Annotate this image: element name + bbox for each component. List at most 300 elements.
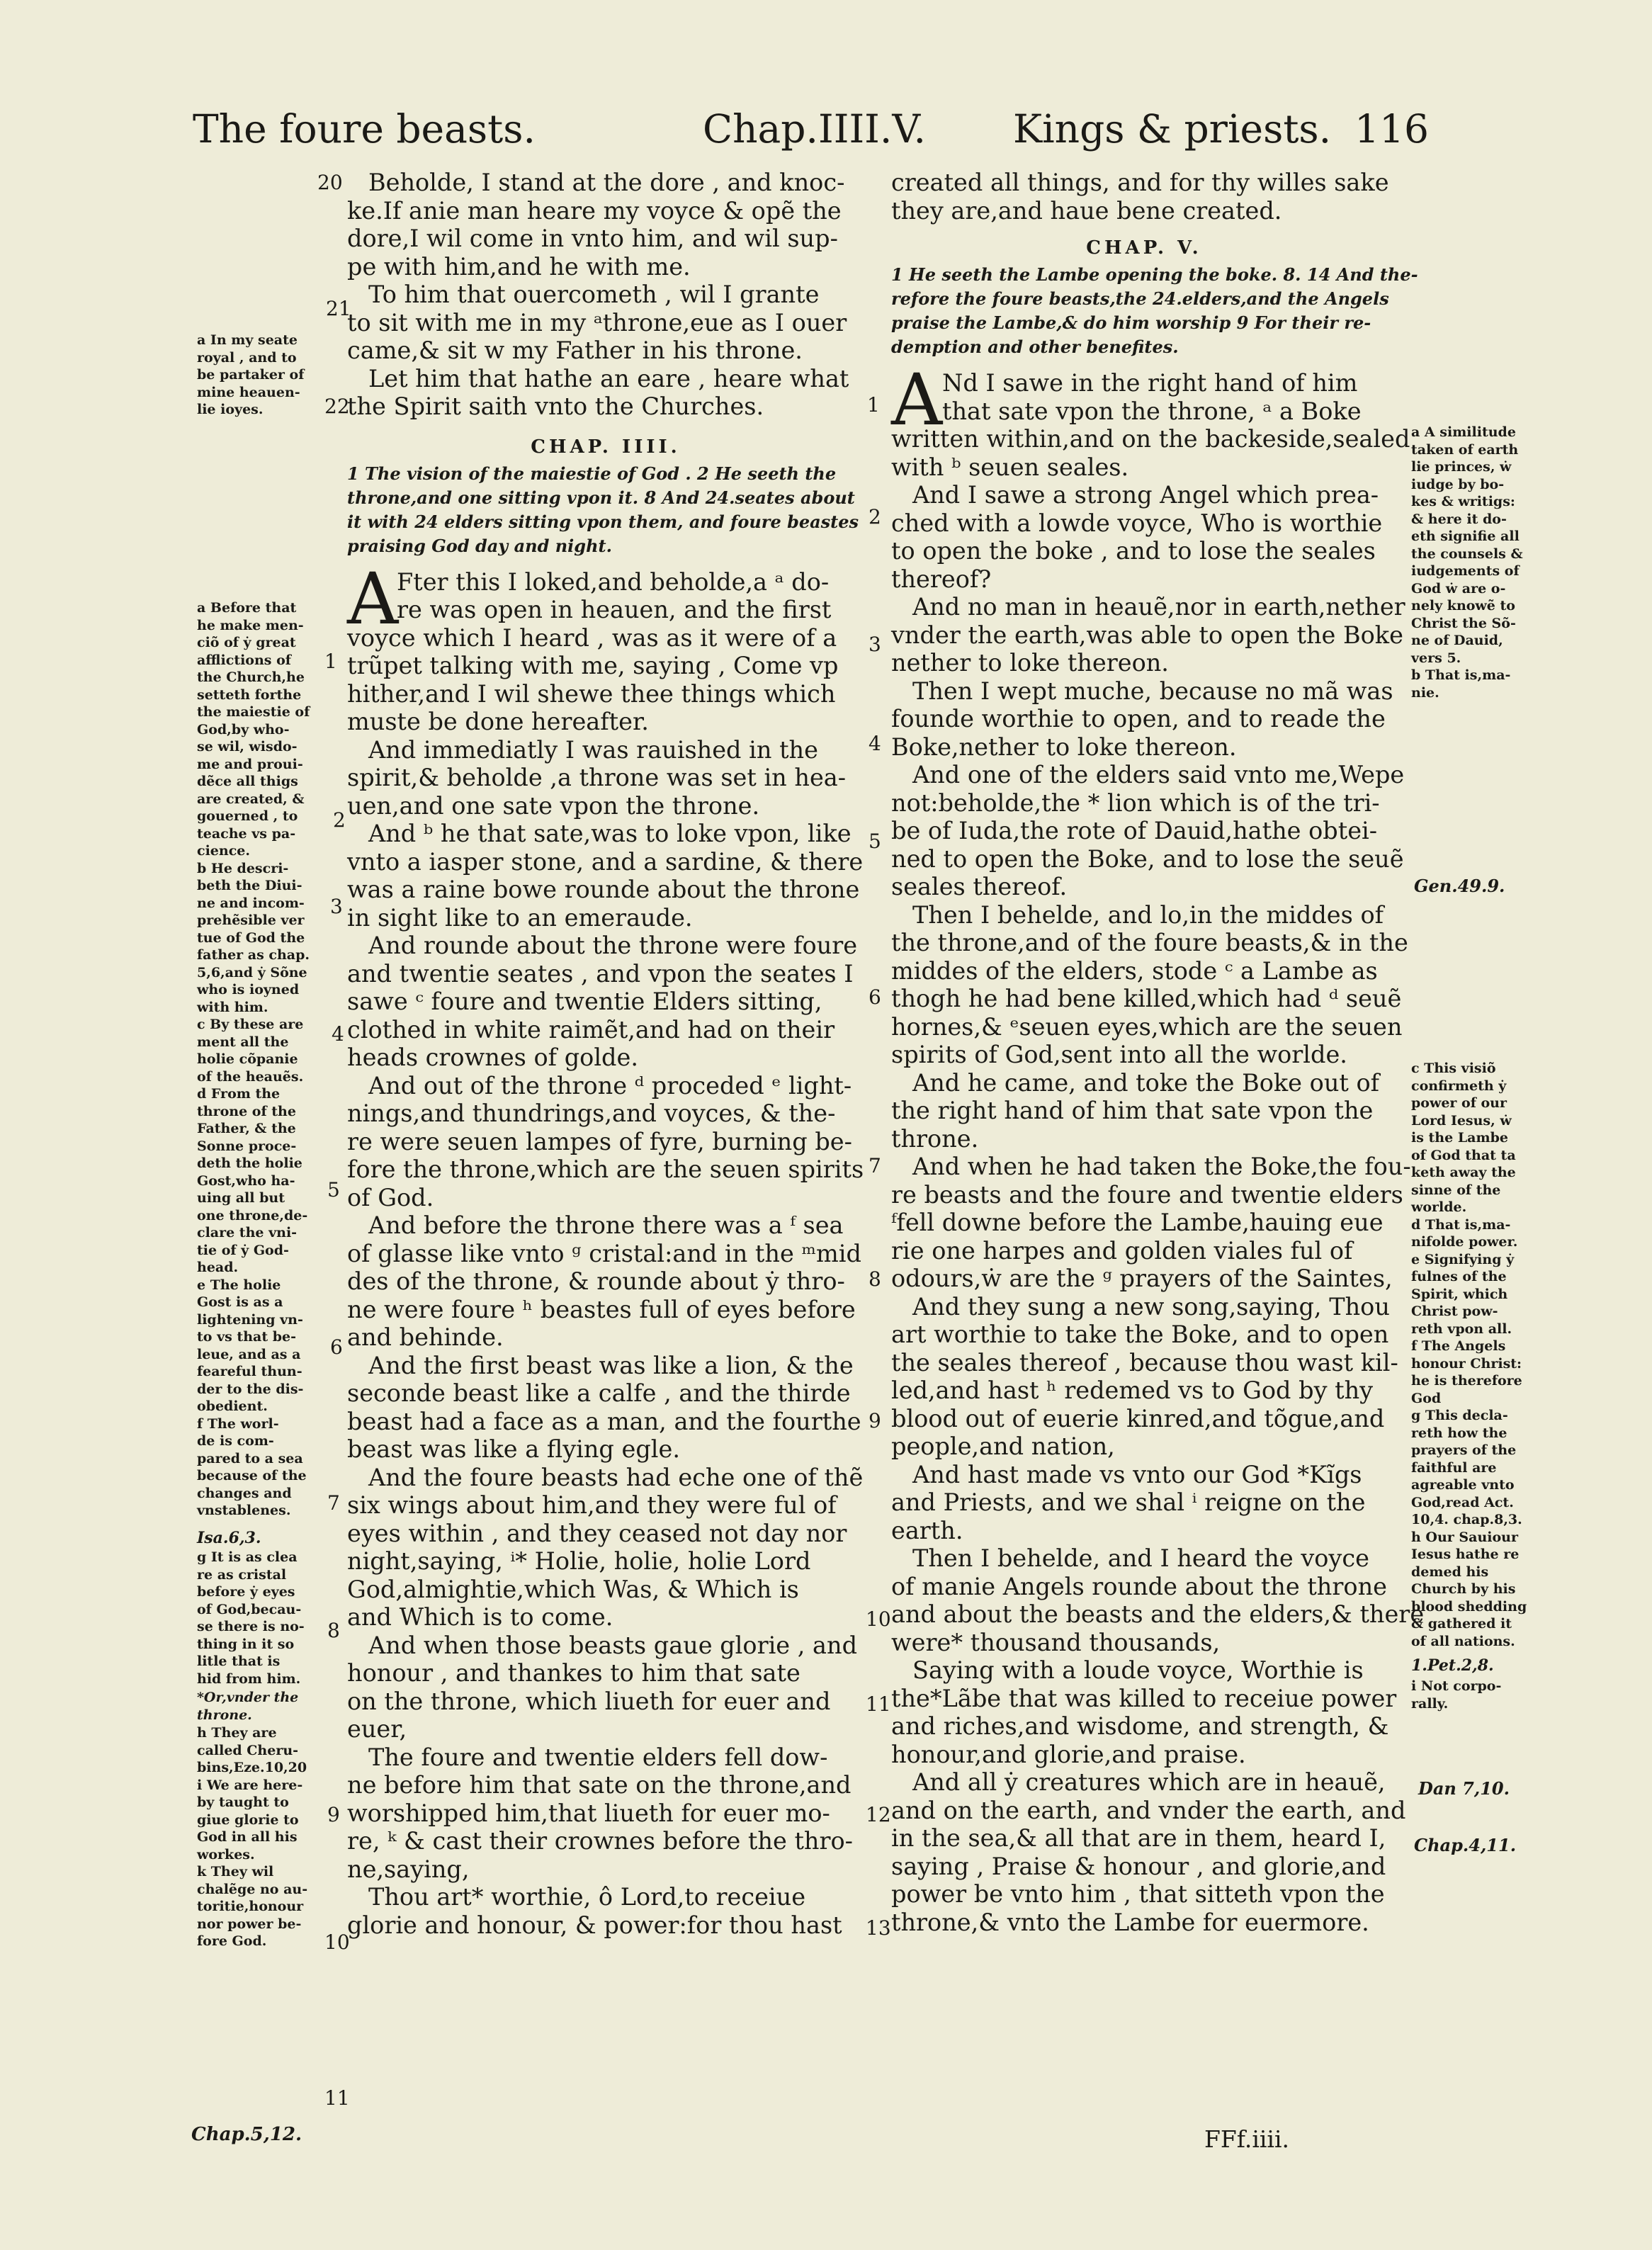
margin-line: h Our Sauiour <box>1411 1529 1518 1545</box>
margin-line: God,by who- <box>197 721 290 737</box>
text-line: hornes,& ᵉseuen eyes,which are the seuen <box>891 1012 1403 1041</box>
text-line: and riches,and wisdome, and strength, & <box>891 1712 1389 1740</box>
margin-line: of the heauẽs. <box>197 1068 304 1085</box>
margin-line: deth the holie <box>197 1155 302 1171</box>
margin-line: f The worl- <box>197 1415 279 1432</box>
text-line: of manie Angels rounde about the throne <box>891 1572 1387 1600</box>
text-line: of God. <box>347 1183 434 1211</box>
verse-number: 5 <box>327 1178 340 1202</box>
text-line: and behinde. <box>347 1323 504 1351</box>
margin-line: head. <box>197 1260 239 1275</box>
text-line: the seales thereof , because thou wast kil- <box>891 1348 1398 1376</box>
margin-line: Iesus hathe re <box>1411 1547 1520 1562</box>
text-line: ne were foure ʰ beastes full of eyes before <box>347 1295 856 1323</box>
text-line: throne. <box>891 1124 979 1153</box>
text-line: sawe ᶜ foure and twentie Elders sitting, <box>347 988 822 1015</box>
text-line: voyce which I heard , was as it were of a <box>347 623 837 652</box>
cross-reference: Chap.5,12. <box>191 2124 302 2145</box>
margin-line: lie ioyes. <box>197 402 264 417</box>
margin-line: litle that is <box>197 1653 281 1669</box>
margin-line: g It is as clea <box>197 1549 298 1565</box>
text-line: to sit with me in my ᵃthrone,eue as I ouer <box>347 308 847 337</box>
text-line: night,saying, ⁱ* Holie, holie, holie Lord <box>347 1547 811 1575</box>
chapter-heading: CHAP. IIII. <box>531 436 681 458</box>
text-line: six wings about him,and they were ful of <box>347 1491 837 1519</box>
verse-number: 10 <box>866 1607 891 1631</box>
text-line: that sate vpon the throne, ᵃ a Boke <box>942 397 1362 425</box>
margin-line: be partaker of <box>197 367 305 383</box>
margin-line: ne and incom- <box>197 895 305 911</box>
margin-line: father as chap. <box>197 947 310 963</box>
text-line: Boke,nether to loke thereon. <box>891 733 1237 761</box>
text-line: written within,and on the backeside,sealed <box>891 425 1410 453</box>
chapter-argument: demption and other benefites. <box>891 337 1179 357</box>
text-line: nings,and thundrings,and voyces, & the- <box>347 1099 836 1127</box>
margin-line: a A similitude <box>1411 424 1516 440</box>
text-line: And rounde about the throne were foure <box>368 932 858 959</box>
text-line: Fter this I loked,and beholde,a ᵃ do- <box>397 567 830 596</box>
text-line: in the sea,& all that are in them, heard I, <box>891 1824 1386 1852</box>
margin-line: vers 5. <box>1411 650 1461 666</box>
margin-line: God in all his <box>197 1829 298 1845</box>
verse-number: 9 <box>869 1409 881 1432</box>
margin-line: obedient. <box>197 1398 268 1414</box>
text-line: ne,saying, <box>347 1855 470 1883</box>
margin-line: se there is no- <box>197 1619 305 1634</box>
margin-line: by taught to <box>197 1794 289 1810</box>
text-line: the Spirit saith vnto the Churches. <box>347 392 764 420</box>
text-line: honour,and glorie,and praise. <box>891 1740 1246 1768</box>
margin-line: demed his <box>1411 1564 1489 1580</box>
text-line: art worthie to take the Boke, and to open <box>891 1321 1389 1348</box>
text-line: odours,ẇ are the ᵍ prayers of the Saintes, <box>891 1265 1393 1292</box>
margin-line: a Before that <box>197 600 297 616</box>
text-line: middes of the elders, stode ᶜ a Lambe as <box>891 956 1378 985</box>
text-line: power be vnto him , that sitteth vpon the <box>891 1880 1385 1908</box>
text-line: And hast made vs vnto our God *Kĩgs <box>912 1460 1362 1488</box>
text-line: and twentie seates , and vpon the seates I <box>347 959 854 988</box>
margin-line: tue of God the <box>197 929 305 946</box>
text-line: hither,and I wil shewe thee things which <box>347 679 836 708</box>
verse-number: 6 <box>330 1335 343 1359</box>
margin-line: God,read Act. <box>1411 1494 1514 1510</box>
text-line: dore,I wil come in vnto him, and wil sup- <box>347 225 838 252</box>
verse-number: 22 <box>324 395 350 418</box>
margin-line: hid from him. <box>197 1670 301 1687</box>
margin-line: prehẽsible ver <box>197 912 305 928</box>
margin-line: rally. <box>1411 1695 1449 1712</box>
margin-note <box>1411 1678 1501 1712</box>
margin-line: se wil, wisdo- <box>197 739 298 754</box>
margin-line: kes & writigs: <box>1411 494 1515 509</box>
verse-number: 3 <box>869 633 881 656</box>
margin-line: nor power be- <box>197 1916 302 1932</box>
text-line: fore the throne,which are the seuen spirits <box>347 1155 864 1183</box>
chapter-argument: 1 He seeth the Lambe opening the boke. 8. 14 And the- <box>891 264 1418 285</box>
text-line: And all ẏ creatures which are in heauẽ, <box>912 1768 1386 1796</box>
margin-line: workes. <box>197 1846 255 1862</box>
margin-line: God ẇ are o- <box>1411 580 1506 597</box>
text-line: uen,and one sate vpon the throne. <box>347 791 760 820</box>
margin-line: taken of earth <box>1411 441 1519 458</box>
margin-line: b That is,ma- <box>1411 667 1511 683</box>
chapter-heading: CHAP. V. <box>1086 237 1202 259</box>
text-line: Nd I sawe in the right hand of him <box>942 369 1358 397</box>
text-line: blood out of euerie kinred,and tõgue,and <box>891 1404 1385 1432</box>
margin-line: eth signifie all <box>1411 528 1520 544</box>
chapter-argument: praise the Lambe,& do him worship 9 For their re- <box>891 312 1371 333</box>
text-line: rie one harpes and golden viales ful of <box>891 1236 1353 1265</box>
verse-number: 2 <box>333 808 346 832</box>
margin-line: worlde. <box>1411 1199 1467 1215</box>
text-line: Then I wept muche, because no mã was <box>912 677 1393 705</box>
text-line: beast had a face as a man, and the fourthe <box>347 1407 861 1435</box>
text-line: re were seuen lampes of fyre, burning be- <box>347 1127 852 1155</box>
margin-line: k They wil <box>197 1864 274 1879</box>
text-line: God,almightie,which Was, & Which is <box>347 1575 799 1603</box>
text-line: and about the beasts and the elders,& there <box>891 1600 1425 1628</box>
text-line: and Priests, and we shal ⁱ reigne on the <box>891 1488 1366 1516</box>
margin-line: & gathered it <box>1411 1616 1512 1632</box>
text-line: Thou art* worthie, ô Lord,to receiue <box>368 1883 806 1911</box>
margin-alt-reading: *Or,vnder the throne. <box>197 1690 299 1723</box>
margin-line: d From the <box>197 1086 281 1102</box>
text-line: vnto a iasper stone, and a sardine, & there <box>347 847 864 876</box>
margin-note <box>197 599 310 1520</box>
margin-line: honour Christ: <box>1411 1355 1522 1372</box>
margin-line: called Cheru- <box>197 1742 299 1758</box>
text-line: worshipped him,that liueth for euer mo- <box>347 1799 830 1827</box>
margin-line: feareful thun- <box>197 1364 302 1379</box>
chapter-argument: refore the foure beasts,the 24.elders,and the Angels <box>891 288 1389 309</box>
margin-line: confirmeth ẏ <box>1411 1078 1507 1094</box>
margin-line: mine heauen- <box>197 384 300 400</box>
text-line: led,and hast ʰ redemed vs to God by thy <box>891 1376 1374 1404</box>
text-line: Saying with a loude voyce, Worthie is <box>912 1656 1364 1684</box>
cross-reference: Isa.6,3. <box>197 1529 261 1547</box>
margin-line: setteth forthe <box>197 686 302 703</box>
verse-number: 12 <box>866 1803 891 1826</box>
text-line: euer, <box>347 1715 407 1743</box>
margin-line: nely knowẽ to <box>1411 598 1515 614</box>
verse-number: 7 <box>869 1154 881 1177</box>
margin-line: e Signifying ẏ <box>1411 1251 1515 1267</box>
text-line: re, ᵏ & cast their crownes before the thro- <box>347 1827 853 1855</box>
margin-note <box>197 332 304 419</box>
text-line: beast was like a flying egle. <box>347 1435 680 1463</box>
text-line: spirit,& beholde ,a throne was set in hea- <box>347 764 847 791</box>
margin-line: of God that ta <box>1411 1147 1516 1163</box>
text-line: ched with a lowde voyce, Who is worthie <box>891 509 1383 537</box>
margin-line: is the Lambe <box>1411 1130 1508 1146</box>
text-line: seconde beast like a calfe , and the thirde <box>347 1379 851 1407</box>
margin-line: c By these are <box>197 1017 304 1032</box>
margin-line: prayers of the <box>1411 1442 1517 1458</box>
text-line: The foure and twentie elders fell dow- <box>368 1743 828 1771</box>
text-line: muste be done hereafter. <box>347 708 649 735</box>
text-line: to open the boke , and to lose the seales <box>891 537 1376 565</box>
margin-line: fulnes of the <box>1411 1269 1507 1284</box>
text-line: And when those beasts gaue glorie , and <box>368 1631 858 1659</box>
text-line: be of Iuda,the rote of Dauid,hathe obtei- <box>891 817 1378 844</box>
margin-line: keth away the <box>1411 1165 1516 1180</box>
margin-line: d That is,ma- <box>1411 1216 1511 1233</box>
margin-note <box>197 1724 307 1950</box>
margin-line: gouerned , to <box>197 808 298 824</box>
text-line: And the first beast was like a lion, & the <box>368 1351 854 1379</box>
verse-number: 5 <box>869 830 881 853</box>
text-line: spirits of God,sent into all the worlde. <box>891 1041 1347 1068</box>
text-line: vnder the earth,was able to open the Boke <box>891 621 1403 649</box>
left-text-column <box>347 169 864 1939</box>
margin-line: Christ pow- <box>1411 1304 1498 1319</box>
verse-number: 13 <box>866 1916 891 1940</box>
text-line: throne,& vnto the Lambe for euermore. <box>891 1908 1369 1936</box>
margin-line: thing in it so <box>197 1636 295 1652</box>
margin-line: Christ the Sõ- <box>1411 615 1516 631</box>
margin-line: iudge by bo- <box>1411 476 1505 492</box>
margin-line: lightening vn- <box>197 1311 303 1328</box>
verse-number: 6 <box>869 985 881 1009</box>
margin-line: vnstablenes. <box>197 1503 291 1518</box>
text-line: the*Lãbe that was killed to receiue power <box>891 1684 1397 1712</box>
text-line: ᶠfell downe before the Lambe,hauing eue <box>891 1209 1384 1236</box>
text-line: And ᵇ he that sate,was to loke vpon, like <box>368 820 852 847</box>
margin-line: 5,6,and ẏ Sõne <box>197 964 307 980</box>
margin-line: Spirit, which <box>1411 1286 1508 1302</box>
text-line: Let him that hathe an eare , heare what <box>368 364 849 392</box>
text-line: re beasts and the foure and twentie elders <box>891 1180 1403 1209</box>
chapter-argument: praising God day and night. <box>347 535 612 556</box>
margin-line: throne of the <box>197 1103 296 1119</box>
text-line: founde worthie to open, and to reade the <box>891 705 1386 733</box>
text-line: clothed in white raimẽt,and had on their <box>347 1015 835 1044</box>
margin-line: holie cõpanie <box>197 1051 298 1067</box>
text-line: Then I behelde, and lo,in the middes of <box>912 900 1384 929</box>
margin-line: i Not corpo- <box>1411 1678 1502 1694</box>
cross-reference: Chap.4,11. <box>1414 1835 1517 1855</box>
text-line: they are,and haue bene created. <box>891 196 1282 225</box>
verse-number: 8 <box>327 1619 340 1642</box>
text-line: in sight like to an emeraude. <box>347 903 693 932</box>
margin-line: clare the vni- <box>197 1225 298 1240</box>
text-line: thereof? <box>891 565 992 593</box>
margin-line: Gost is as a <box>197 1294 283 1310</box>
margin-line: tie of ẏ God- <box>197 1242 289 1258</box>
margin-note <box>1411 1060 1527 1650</box>
margin-line: 10,4. chap.8,3. <box>1411 1512 1522 1527</box>
margin-line: to vs that be- <box>197 1329 296 1345</box>
margin-line: royal , and to <box>197 349 297 366</box>
margin-line: giue glorie to <box>197 1811 299 1828</box>
text-line: trũpet talking with me, saying , Come vp <box>347 652 839 679</box>
text-line: And he came, and toke the Boke out of <box>912 1068 1380 1097</box>
margin-line: f The Angels <box>1411 1338 1506 1354</box>
verse-number: 11 <box>866 1692 891 1716</box>
margin-line: Lord Iesus, ẇ <box>1411 1112 1512 1129</box>
text-line: the right hand of him that sate vpon the <box>891 1097 1374 1124</box>
margin-line: dẽce all thigs <box>197 774 298 789</box>
text-line: And out of the throne ᵈ proceded ᵉ light- <box>368 1071 852 1099</box>
text-line: des of the throne, & rounde about ẏ thro- <box>347 1267 845 1295</box>
verse-number: 11 <box>324 2086 350 2110</box>
margin-line: chalẽge no au- <box>197 1881 308 1897</box>
cross-reference: Gen.49.9. <box>1414 876 1505 896</box>
margin-line: afflictions of <box>197 652 291 668</box>
drop-cap: A <box>891 358 943 441</box>
margin-line: agreable vnto <box>1411 1477 1515 1493</box>
text-line: And the foure beasts had eche one of thẽ <box>368 1463 864 1491</box>
verse-number: 1 <box>867 393 880 417</box>
text-line: ne before him that sate on the throne,and <box>347 1771 852 1799</box>
margin-line: he make men- <box>197 617 304 633</box>
margin-line: iudgements of <box>1411 563 1520 579</box>
margin-line: e The holie <box>197 1277 281 1293</box>
text-line: re was open in heauen, and the first <box>397 596 832 623</box>
text-line: the throne,and of the foure beasts,& in the <box>891 929 1408 956</box>
text-line: eyes within , and they ceased not day nor <box>347 1519 847 1547</box>
verse-number: 20 <box>317 171 343 194</box>
text-line: saying , Praise & honour , and glorie,and <box>891 1852 1386 1880</box>
margin-line: before ẏ eyes <box>197 1584 295 1600</box>
margin-line: lie princes, ẇ <box>1411 459 1512 475</box>
margin-line: cience. <box>197 843 250 859</box>
margin-line: of all nations. <box>1411 1633 1515 1649</box>
margin-line: me and proui- <box>197 756 303 772</box>
margin-line: the Church,he <box>197 669 305 685</box>
text-line: pe with him,and he with me. <box>347 252 691 281</box>
margin-line: of God,becau- <box>197 1601 302 1617</box>
text-line: and on the earth, and vnder the earth, and <box>891 1796 1406 1824</box>
margin-line: b He descri- <box>197 860 289 876</box>
margin-line: changes and <box>197 1485 292 1501</box>
text-line: nether to loke thereon. <box>891 649 1169 677</box>
text-line: were* thousand thousands, <box>891 1628 1221 1656</box>
text-line: on the throne, which liueth for euer and <box>347 1687 831 1715</box>
verse-number: 1 <box>324 650 337 673</box>
right-text-column <box>891 169 1425 1936</box>
margin-line: der to the dis- <box>197 1381 304 1397</box>
page-number: 116 <box>1354 106 1429 152</box>
margin-line: Church by his <box>1411 1581 1516 1597</box>
text-line: Beholde, I stand at the dore , and knoc- <box>368 169 845 196</box>
chapter-argument: it with 24 elders sitting vpon them, and foure beastes <box>347 511 859 532</box>
text-line: To him that ouercometh , wil I grante <box>368 281 820 308</box>
margin-line: ne of Dauid, <box>1411 633 1503 648</box>
verse-number: 10 <box>324 1930 350 1954</box>
margin-line: leue, and as a <box>197 1346 301 1362</box>
margin-line: sinne of the <box>1411 1182 1501 1198</box>
text-line: heads crownes of golde. <box>347 1044 638 1071</box>
margin-line: ciõ of ẏ great <box>197 635 296 650</box>
margin-line: blood shedding <box>1411 1598 1527 1615</box>
margin-line: reth how the <box>1411 1425 1507 1441</box>
running-head-center: Chap.IIII.V. <box>703 106 926 152</box>
margin-line: Father, & the <box>197 1121 296 1136</box>
margin-line: he is therefore <box>1411 1373 1522 1389</box>
verse-number: 7 <box>327 1491 340 1515</box>
verse-number: 21 <box>326 297 351 320</box>
text-line: ned to open the Boke, and to lose the seuẽ <box>891 844 1404 873</box>
text-line: And before the throne there was a ᶠ sea <box>368 1211 844 1239</box>
verse-number: 4 <box>332 1022 344 1046</box>
running-head-left: The foure beasts. <box>193 106 536 152</box>
text-line: And when he had taken the Boke,the fou- <box>912 1153 1411 1180</box>
margin-line: pared to a sea <box>197 1450 303 1466</box>
text-line: honour , and thankes to him that sate <box>347 1659 800 1687</box>
margin-line: are created, & <box>197 791 305 807</box>
margin-line: one throne,de- <box>197 1207 308 1223</box>
verse-number: 9 <box>327 1803 340 1826</box>
margin-line: because of the <box>197 1468 307 1483</box>
margin-line: fore God. <box>197 1933 267 1949</box>
text-line: And I sawe a strong Angel which prea- <box>912 481 1379 509</box>
margin-line: toritie,honour <box>197 1899 304 1914</box>
text-line: not:beholde,the * lion which is of the tri- <box>891 788 1380 817</box>
margin-line: & here it do- <box>1411 511 1507 527</box>
margin-line: teache vs pa- <box>197 825 296 842</box>
text-line: earth. <box>891 1516 963 1544</box>
text-line: came,& sit w my Father in his throne. <box>347 337 803 364</box>
text-line: And no man in heauẽ,nor in earth,nether <box>912 593 1405 621</box>
margin-line: who is ioyned <box>197 982 300 997</box>
text-line: And one of the elders said vnto me,Wepe <box>912 761 1405 788</box>
verse-number: 4 <box>869 732 881 755</box>
text-line: was a raine bowe rounde about the throne <box>347 876 860 903</box>
text-line: of glasse like vnto ᵍ cristal:and in the ᵐmid <box>347 1239 861 1267</box>
margin-line: re as cristal <box>197 1566 287 1583</box>
margin-note <box>197 1549 305 1688</box>
text-line: And they sung a new song,saying, Thou <box>912 1292 1390 1321</box>
margin-line: beth the Diui- <box>197 878 302 893</box>
margin-line: bins,Eze.10,20 <box>197 1760 307 1775</box>
cross-reference: 1.Pet.2,8. <box>1411 1656 1494 1675</box>
margin-line: power of our <box>1411 1095 1507 1111</box>
margin-line: faithful are <box>1411 1459 1497 1476</box>
verse-number: 8 <box>869 1267 881 1291</box>
signature-mark: FFf.iiii. <box>1204 2125 1290 2153</box>
verse-number: 3 <box>330 895 343 918</box>
text-line: created all things, and for thy willes sake <box>891 169 1389 196</box>
margin-line: uing all but <box>197 1190 285 1206</box>
margin-line: God <box>1411 1390 1442 1406</box>
chapter-argument: throne,and one sitting vpon it. 8 And 24.seates about <box>347 487 855 508</box>
margin-line: the maiestie of <box>197 704 310 720</box>
text-line: Then I behelde, and I heard the voyce <box>912 1544 1369 1572</box>
margin-line: g This decla- <box>1411 1408 1508 1423</box>
margin-line: with him. <box>197 999 268 1015</box>
text-line: And immediatly I was rauished in the <box>368 735 818 764</box>
margin-line: h They are <box>197 1725 277 1741</box>
margin-line: ment all the <box>197 1034 289 1050</box>
margin-note <box>1411 424 1523 701</box>
margin-line: c This visiõ <box>1411 1061 1496 1076</box>
text-line: ke.If anie man heare my voyce & opẽ the <box>347 196 842 225</box>
text-line: thogh he had bene killed,which had ᵈ seuẽ <box>891 985 1402 1012</box>
verse-number: 2 <box>869 505 881 528</box>
text-line: seales thereof. <box>891 873 1068 900</box>
margin-line: Sonne proce- <box>197 1138 297 1154</box>
drop-cap: A <box>347 557 399 640</box>
cross-reference: Dan 7,10. <box>1418 1778 1510 1799</box>
margin-line: nie. <box>1411 684 1439 701</box>
margin-line: reth vpon all. <box>1411 1321 1512 1337</box>
margin-line: a In my seate <box>197 332 298 348</box>
margin-line: i We are here- <box>197 1777 303 1793</box>
text-line: with ᵇ seuen seales. <box>891 453 1129 481</box>
text-line: people,and nation, <box>891 1432 1115 1460</box>
text-line: and Which is to come. <box>347 1603 613 1631</box>
